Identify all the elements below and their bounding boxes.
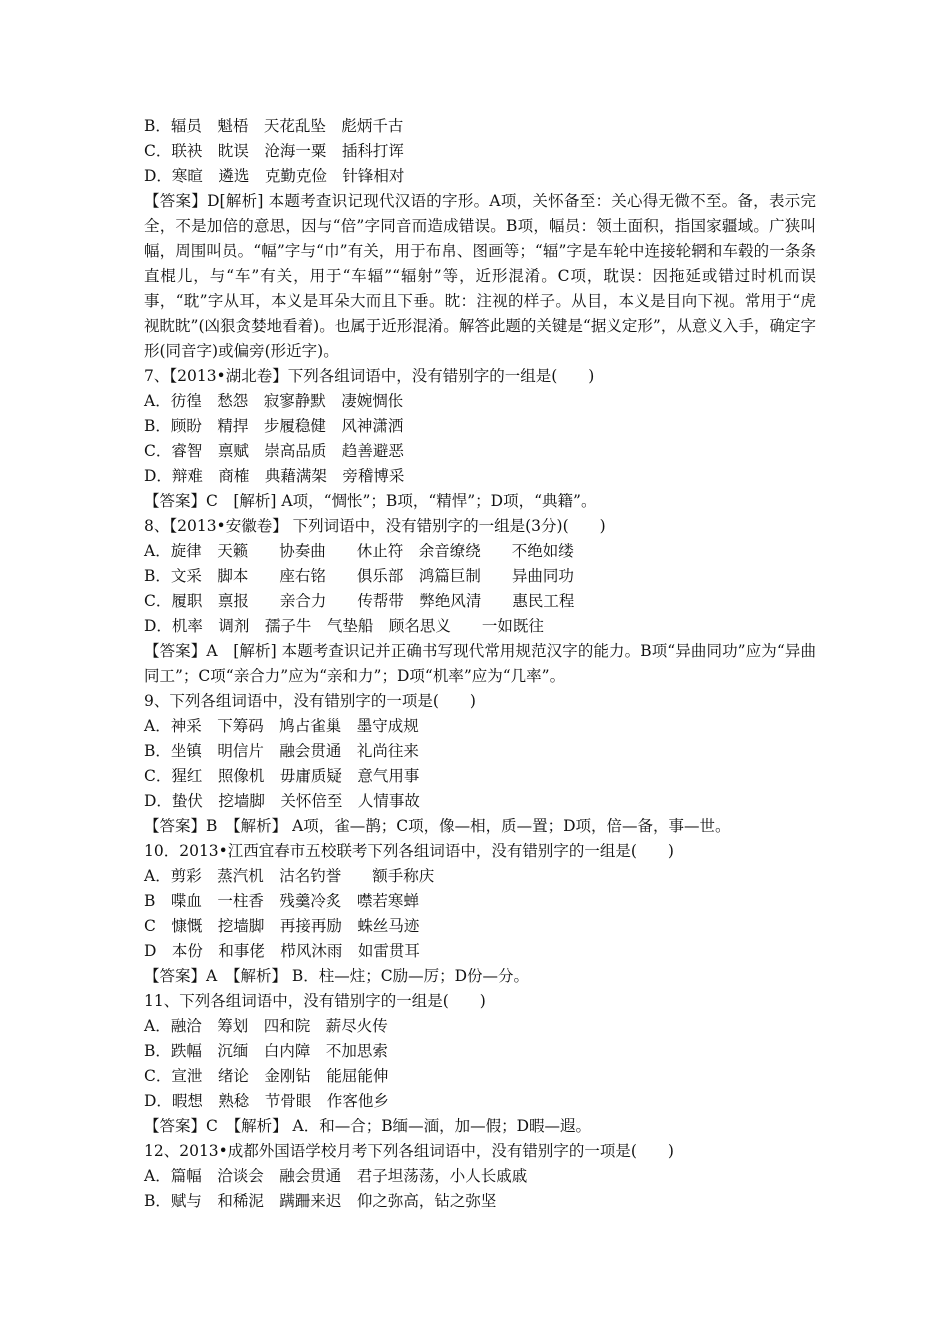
q9-option-a: A．神采 下筹码 鸠占雀巢 墨守成规 xyxy=(144,717,419,735)
q12-stem: 12、2013•成都外国语学校月考下列各组词语中，没有错别字的一项是( ) xyxy=(144,1142,674,1160)
q7-stem: 7、【2013•湖北卷】下列各组词语中，没有错别字的一组是( ) xyxy=(144,367,595,385)
q12-option-b: B．赋与 和稀泥 蹒跚来迟 仰之弥高，钻之弥坚 xyxy=(144,1192,497,1210)
q7-option-b: B．顾盼 精捍 步履稳健 风神潇洒 xyxy=(144,417,404,435)
q11-option-b: B．跌幅 沉缅 白内障 不加思索 xyxy=(144,1042,388,1060)
q6-option-b: B．辐员 魁梧 天花乱坠 彪炳千古 xyxy=(144,117,404,135)
q11-option-d: D．暇想 熟稔 节骨眼 作客他乡 xyxy=(144,1092,389,1110)
q11-answer: 【答案】C 【解析】 A．和—合；B缅—湎，加—假；D暇—遐。 xyxy=(144,1117,592,1135)
q10-option-a: A．剪彩 蒸汽机 沽名钓誉 额手称庆 xyxy=(144,867,435,885)
q8-stem: 8、【2013•安徽卷】 下列词语中，没有错别字的一组是(3分)( ) xyxy=(144,517,606,535)
q9-option-c: C．猩红 照像机 毋庸质疑 意气用事 xyxy=(144,767,420,785)
q6-option-d: D．寒暄 遴选 克勤克俭 针锋相对 xyxy=(144,167,405,185)
q6-option-c: C．联袂 眈误 沧海一粟 插科打诨 xyxy=(144,142,404,160)
q7-option-d: D．辩难 商榷 典藉满架 旁稽博采 xyxy=(144,467,405,485)
q10-answer: 【答案】A 【解析】 B．柱—炷；C励—厉；D份—分。 xyxy=(144,967,530,985)
q9-stem: 9、下列各组词语中，没有错别字的一项是( ) xyxy=(144,692,476,710)
q12-option-a: A．篇幅 洽谈会 融会贯通 君子坦荡荡，小人长戚戚 xyxy=(144,1167,528,1185)
q8-option-a: A．旋律 天籁 协奏曲 休止符 余音缭绕 不绝如缕 xyxy=(144,542,574,560)
q8-option-b: B．文采 脚本 座右铭 俱乐部 鸿篇巨制 异曲同功 xyxy=(144,567,574,585)
q11-option-a: A．融洽 筹划 四和院 薪尽火传 xyxy=(144,1017,388,1035)
q11-option-c: C．宣泄 绪论 金刚钻 能屈能伸 xyxy=(144,1067,389,1085)
q8-option-c: C．履职 禀报 亲合力 传帮带 弊绝风清 惠民工程 xyxy=(144,592,575,610)
q7-answer: 【答案】C [解析] A项，“惆怅”；B项，“精悍”；D项，“典籍”。 xyxy=(144,492,597,510)
q9-option-b: B．坐镇 明信片 融会贯通 礼尚往来 xyxy=(144,742,419,760)
q7-option-a: A．彷徨 愁怨 寂寥静默 凄婉惆伥 xyxy=(144,392,404,410)
q6-answer: 【答案】D[解析] 本题考查识记现代汉语的字形。A项，关怀备至：关心得无微不至。备，表示完全，不是加倍的意思，因与“倍”字同音而造成错误。B项，幅员：领土面积，指国家疆域。广狭叫幅，周围叫员。“幅”字与“巾”有关，用于布帛、图画等；“辐”字是车轮中连接轮辋和车毂的一条条直棍儿，与“车”有关，用于“车辐”“辐射”等，近形混淆。C项，耽误：因拖延或错过时机而误事，“耽”字从耳，本义是耳朵大而且下垂。眈：注视的样子。从目，本义是目向下视。常用于“虎视眈眈”(凶狠贪婪地看着)。也属于近形混淆。解答此题的关键是“据义定形”，从意义入手，确定字形(同音字)或偏旁(形近字)。 xyxy=(144,192,816,360)
q11-stem: 11、下列各组词语中，没有错别字的一组是( ) xyxy=(144,992,486,1010)
document-page xyxy=(144,114,816,1214)
q10-option-c: C 慷慨 挖墙脚 再接再励 蛛丝马迹 xyxy=(144,917,420,935)
q7-option-c: C．睿智 禀赋 崇高品质 趋善避恶 xyxy=(144,442,404,460)
q8-answer: 【答案】A [解析] 本题考查识记并正确书写现代常用规范汉字的能力。B项“异曲同功”应为“异曲同工”；C项“亲合力”应为“亲和力”；D项“机率”应为“几率”。 xyxy=(144,642,816,685)
q10-option-b: B 喋血 一柱香 残羹冷炙 噤若寒蝉 xyxy=(144,892,419,910)
q10-option-d: D 本份 和事佬 栉风沐雨 如雷贯耳 xyxy=(144,942,420,960)
q9-answer: 【答案】B 【解析】 A项，雀—鹊；C项，像—相，质—置；D项，倍—备，事—世。 xyxy=(144,817,731,835)
q10-stem: 10．2013•江西宜春市五校联考下列各组词语中，没有错别字的一组是( ) xyxy=(144,842,674,860)
q9-option-d: D．蛰伏 挖墙脚 关怀倍至 人情事故 xyxy=(144,792,420,810)
q8-option-d: D．机率 调剂 孺子牛 气垫船 顾名思义 一如既往 xyxy=(144,617,544,635)
